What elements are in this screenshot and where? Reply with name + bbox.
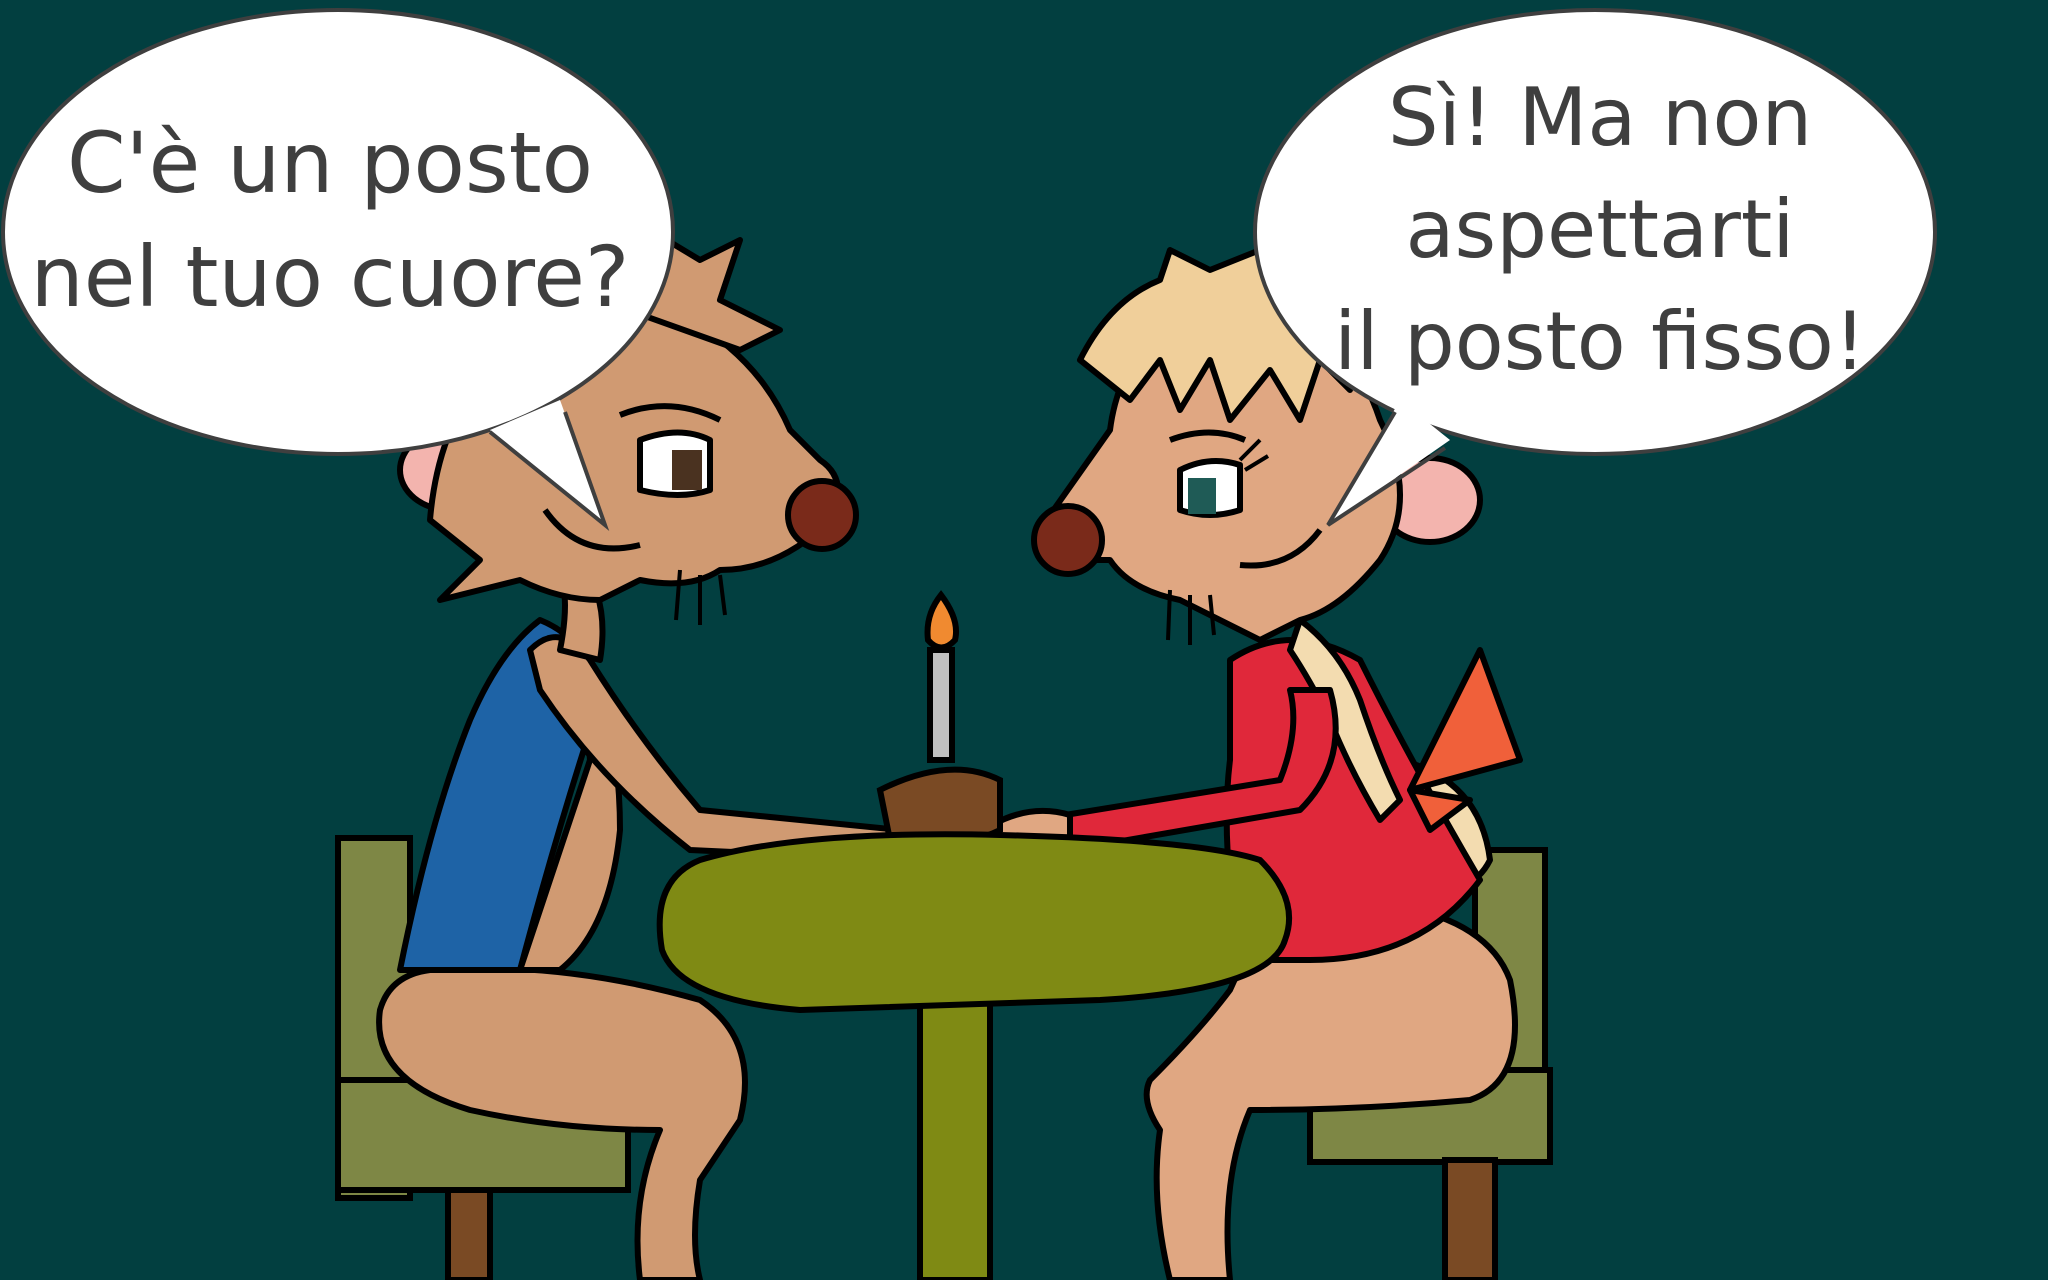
right-bubble-line: il posto fisso! [1334, 295, 1866, 388]
right-bubble-line: aspettarti [1405, 183, 1795, 276]
left-bubble-line: C'è un posto [66, 114, 594, 212]
left-bubble-line: nel tuo cuore? [30, 228, 630, 326]
right-bubble-text [1300, 62, 1900, 398]
left-bubble-text [10, 106, 650, 334]
right-bubble-line: Sì! Ma non [1387, 71, 1813, 164]
